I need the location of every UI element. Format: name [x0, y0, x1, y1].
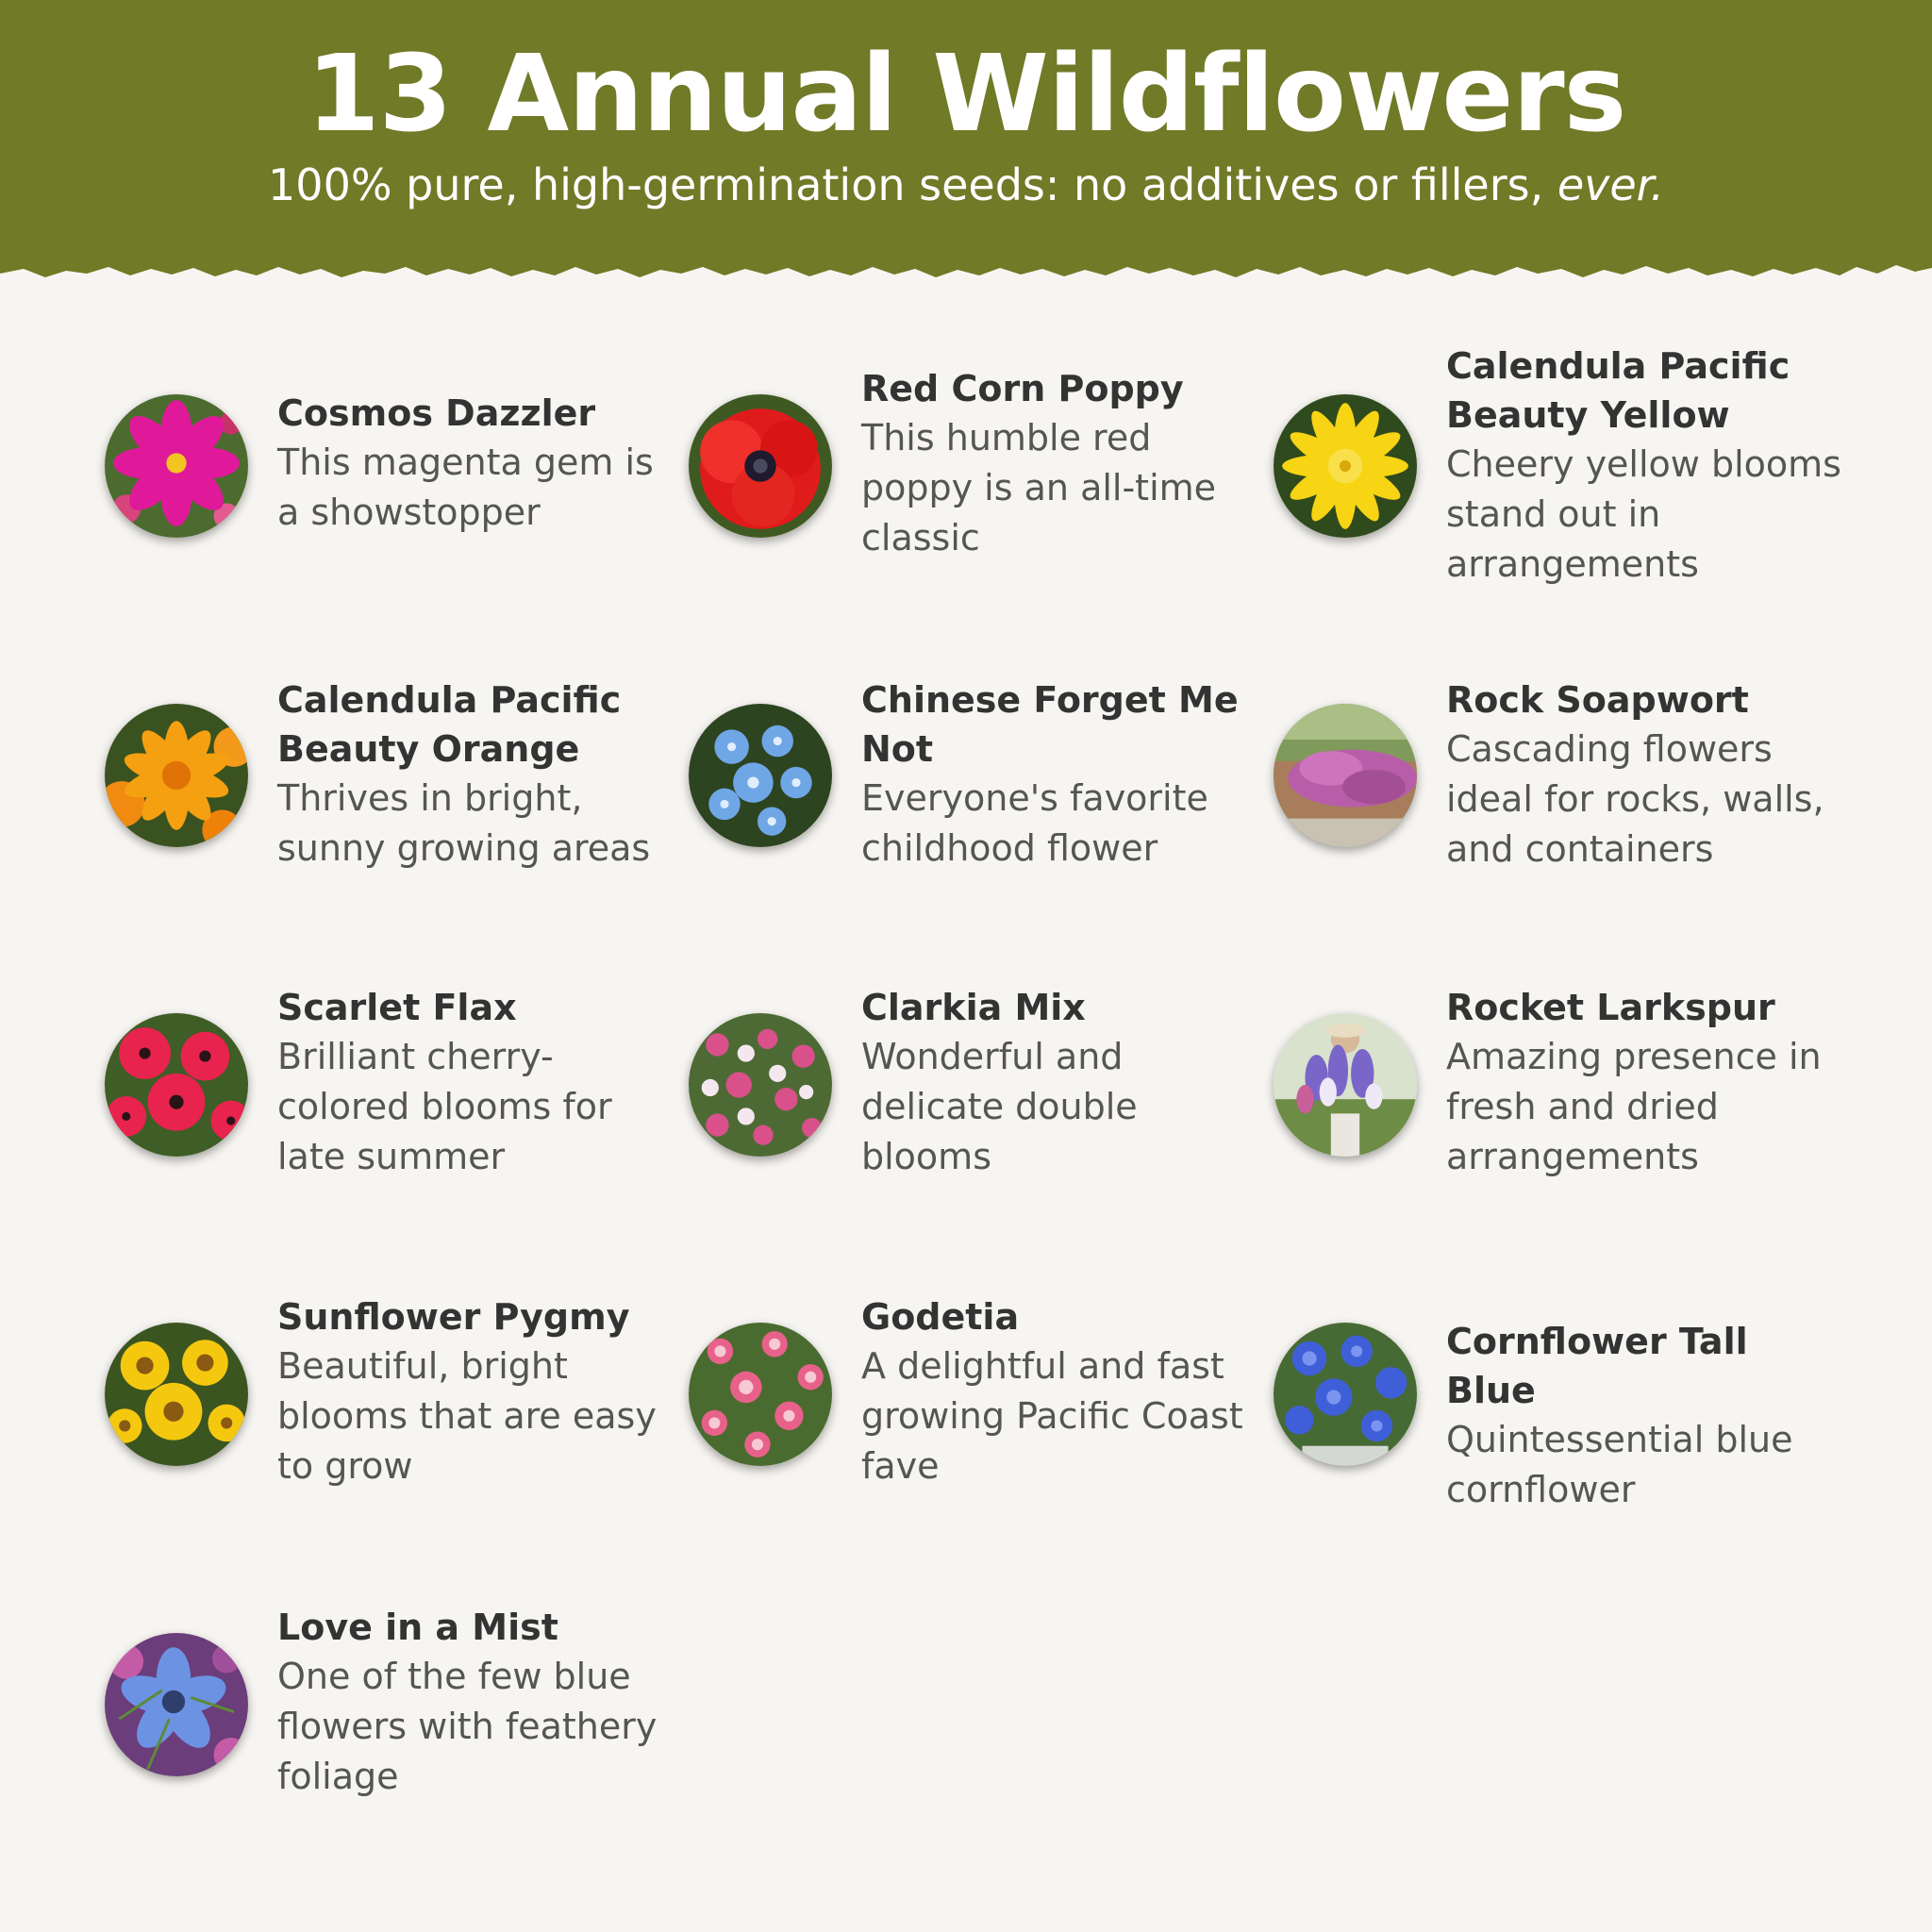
flower-name: Rocket Larkspur [1446, 987, 1775, 1028]
subtitle-emphasis: ever. [1557, 159, 1664, 210]
flower-text [277, 675, 674, 874]
clarkia-icon [689, 1013, 832, 1157]
flower-item-calendula-orange [105, 679, 671, 987]
flower-description: One of the few blue flowers with feathery foliage [277, 1656, 658, 1797]
flower-item-godetia [689, 1296, 1255, 1606]
yellow-calendula-icon [1274, 394, 1417, 538]
flower-text [1446, 341, 1842, 590]
flower-description: Thrives in bright, sunny growing areas [277, 777, 651, 869]
flower-item-calendula-yellow [1274, 345, 1841, 677]
flower-item-chinese-forget-me-not [689, 679, 1255, 987]
flower-text [277, 983, 674, 1182]
flower-text [861, 983, 1257, 1182]
flower-item-love-in-a-mist [105, 1607, 671, 1916]
flower-description: This magenta gem is a showstopper [277, 441, 654, 533]
flower-description: Brilliant cherry-colored blooms for late summer [277, 1036, 612, 1177]
flower-name: Sunflower Pygmy [277, 1296, 630, 1338]
orange-calendula-icon [105, 704, 248, 847]
flower-description: Amazing presence in fresh and dried arrangements [1446, 1036, 1822, 1177]
flower-description: Beautiful, bright blooms that are easy to grow [277, 1345, 657, 1487]
flower-name: Clarkia Mix [861, 987, 1086, 1028]
flower-text [1446, 983, 1842, 1182]
page-title: 13 Annual Wildflowers [306, 33, 1626, 156]
flower-description: Everyone's favorite childhood flower [861, 777, 1208, 869]
flower-name: Scarlet Flax [277, 987, 517, 1028]
flower-text [277, 1603, 674, 1802]
magenta-cosmos-icon [105, 394, 248, 538]
flower-name: Rock Soapwort [1446, 679, 1749, 721]
flower-name: Cornflower Tall Blue [1446, 1321, 1748, 1411]
flower-name: Calendula Pacific Beauty Orange [277, 679, 622, 770]
flower-item-rocket-larkspur [1274, 987, 1840, 1296]
flower-name: Love in a Mist [277, 1607, 558, 1648]
flower-text [277, 1292, 674, 1491]
flower-description: A delightful and fast growing Pacific Coast fave [861, 1345, 1243, 1487]
blue-forget-me-not-icon [689, 704, 832, 847]
flower-name: Red Corn Poppy [861, 368, 1184, 409]
flower-text [1446, 1317, 1842, 1515]
flower-text [861, 675, 1257, 874]
flower-item-red-corn-poppy [689, 368, 1255, 677]
godetia-icon [689, 1323, 832, 1466]
cornflower-icon [1274, 1323, 1417, 1466]
flower-text [277, 389, 674, 538]
flower-name: Cosmos Dazzler [277, 392, 596, 434]
flower-description: Cascading flowers ideal for rocks, walls, and containers [1446, 728, 1824, 870]
nigella-icon [105, 1633, 248, 1776]
flower-item-cornflower-tall-blue [1274, 1323, 1840, 1606]
flower-item-clarkia-mix [689, 987, 1255, 1296]
sunflower-icon [105, 1323, 248, 1466]
flower-text [861, 364, 1257, 563]
flower-name: Chinese Forget Me Not [861, 679, 1239, 770]
flower-description: Wonderful and delicate double blooms [861, 1036, 1138, 1177]
flower-description: Cheery yellow blooms stand out in arrangements [1446, 443, 1841, 585]
flower-description: This humble red poppy is an all-time classic [861, 417, 1217, 558]
flower-text [861, 1292, 1257, 1491]
flower-name: Godetia [861, 1296, 1020, 1338]
flower-item-sunflower-pygmy [105, 1296, 671, 1606]
flower-name: Calendula Pacific Beauty Yellow [1446, 345, 1790, 436]
red-poppy-icon [689, 394, 832, 538]
pink-soapwort-icon [1274, 704, 1417, 847]
flower-item-cosmos-dazzler [105, 394, 671, 677]
flower-item-rock-soapwort [1274, 679, 1840, 987]
flower-description: Quintessential blue cornflower [1446, 1419, 1793, 1510]
flower-item-scarlet-flax [105, 987, 671, 1296]
scarlet-flax-icon [105, 1013, 248, 1157]
larkspur-bouquet-icon [1274, 1013, 1417, 1157]
flower-text [1446, 675, 1842, 874]
subtitle-text: 100% pure, high-germination seeds: no additives or fillers, [268, 159, 1557, 210]
